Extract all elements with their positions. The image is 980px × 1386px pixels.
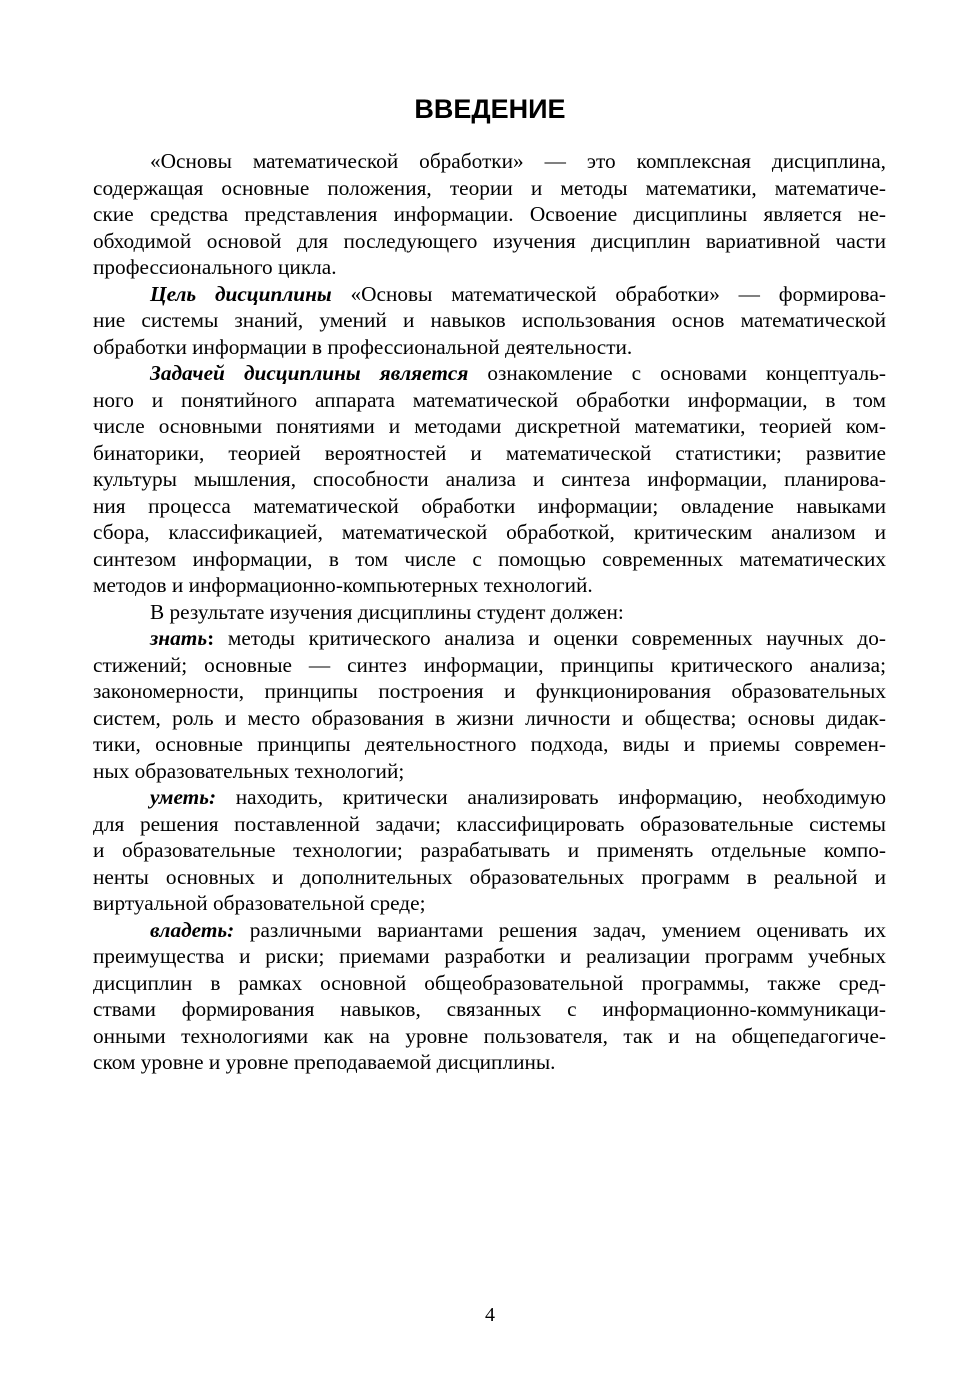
line-text: содержащая основные положения, теории и методы математики, математиче-	[93, 175, 886, 200]
paragraph	[93, 360, 886, 599]
text-line	[93, 811, 886, 838]
line-text: ознакомление с основами концептуаль-	[468, 361, 886, 385]
text-line	[93, 943, 886, 970]
line-text: культуры мышления, способности анализа и синтеза информации, планирова-	[93, 467, 886, 491]
emphasized-term: владеть:	[150, 917, 235, 942]
text-line	[93, 917, 886, 944]
text-line	[93, 307, 886, 334]
text-line	[93, 254, 886, 281]
document-body	[93, 148, 886, 1076]
line-text: методы критического анализа и оценки современных научных до-	[214, 626, 886, 650]
text-line	[93, 625, 886, 652]
text-line	[93, 996, 886, 1023]
line-text: ние системы знаний, умений и навыков использования основ математической	[93, 308, 886, 332]
text-line	[93, 758, 886, 785]
text-line	[93, 890, 886, 917]
term-colon: :	[207, 626, 215, 650]
emphasized-term: Задачей дисциплины является	[150, 361, 469, 385]
line-text: синтезом информации, в том числе с помощью современных математических	[93, 546, 886, 571]
text-line	[93, 148, 886, 175]
text-line	[93, 572, 886, 599]
line-text: стижений; основные — синтез информации, принципы критического анализа;	[93, 652, 886, 677]
text-line	[93, 281, 886, 308]
line-text: ском уровне и уровне преподаваемой дисциплины.	[93, 1050, 556, 1074]
line-text: виртуальной образовательной среде;	[93, 891, 426, 915]
paragraph	[93, 281, 886, 361]
line-text: онными технологиями как на уровне пользователя, так и на общепедагогиче-	[93, 1023, 886, 1048]
line-text: находить, критически анализировать информацию, необходимую	[216, 785, 886, 809]
line-text: дисциплин в рамках основной общеобразовательной программы, также сред-	[93, 970, 886, 995]
emphasized-term: знать	[150, 626, 208, 650]
text-line	[93, 493, 886, 520]
text-line	[93, 837, 886, 864]
line-text: ного и понятийного аппарата математической обработки информации, в том	[93, 387, 886, 412]
text-line	[93, 201, 886, 228]
text-line	[93, 970, 886, 997]
text-line	[93, 784, 886, 811]
text-line	[93, 546, 886, 573]
line-text: В результате изучения дисциплины студент должен:	[150, 599, 624, 624]
text-line	[93, 652, 886, 679]
text-line	[93, 360, 886, 387]
text-line	[93, 678, 886, 705]
line-text: «Основы математической обработки» — формирова-	[331, 281, 886, 306]
page-title: ВВЕДЕНИЕ	[414, 94, 566, 124]
line-text: ствами формирования навыков, связанных с информационно-коммуникаци-	[93, 997, 886, 1021]
line-text: обработки информации в профессиональной деятельности.	[93, 334, 633, 359]
emphasized-term: уметь:	[150, 785, 217, 809]
text-line	[93, 731, 886, 758]
line-text: различными вариантами решения задач, умением оценивать их	[234, 917, 886, 942]
page-number: 4	[485, 1304, 495, 1326]
text-line	[93, 705, 886, 732]
line-text: закономерности, принципы построения и функционирования образовательных	[93, 679, 886, 703]
text-line	[93, 466, 886, 493]
line-text: методов и информационно-компьютерных технологий.	[93, 573, 593, 597]
line-text: «Основы математической обработки» — это комплексная дисциплина,	[150, 149, 886, 173]
text-line	[93, 1023, 886, 1050]
line-text: преимущества и риски; приемами разработки и реализации программ учебных	[93, 944, 886, 968]
text-line	[93, 599, 886, 626]
line-text: ненты основных и дополнительных образовательных программ в реальной и	[93, 864, 886, 889]
text-line	[93, 413, 886, 440]
line-text: сбора, классификацией, математической обработкой, критическим анализом и	[93, 520, 886, 544]
line-text: ных образовательных технологий;	[93, 758, 405, 783]
line-text: профессионального цикла.	[93, 255, 337, 279]
text-line	[93, 175, 886, 202]
line-text: числе основными понятиями и методами дискретной математики, теорией ком-	[93, 414, 886, 438]
line-text: ния процесса математической обработки информации; овладение навыками	[93, 493, 886, 518]
paragraph	[93, 917, 886, 1076]
line-text: для решения поставленной задачи; классифицировать образовательные системы	[93, 811, 886, 836]
text-line	[93, 387, 886, 414]
emphasized-term: Цель дисциплины	[150, 281, 332, 306]
line-text: тики, основные принципы деятельностного подхода, виды и приемы современ-	[93, 732, 886, 756]
text-line	[93, 228, 886, 255]
text-line	[93, 519, 886, 546]
line-text: систем, роль и место образования в жизни личности и общества; основы дидак-	[93, 705, 886, 730]
text-line	[93, 864, 886, 891]
line-text: и образовательные технологии; разрабатывать и применять отдельные компо-	[93, 838, 886, 862]
text-line	[93, 1049, 886, 1076]
line-text: обходимой основой для последующего изучения дисциплин вариативной части	[93, 228, 886, 253]
paragraph	[93, 599, 886, 626]
paragraph	[93, 148, 886, 281]
paragraph	[93, 784, 886, 917]
paragraph	[93, 625, 886, 784]
line-text: бинаторики, теорией вероятностей и математической статистики; развитие	[93, 440, 886, 465]
text-line	[93, 440, 886, 467]
line-text: ские средства представления информации. Освоение дисциплины является не-	[93, 202, 886, 226]
text-line	[93, 334, 886, 361]
